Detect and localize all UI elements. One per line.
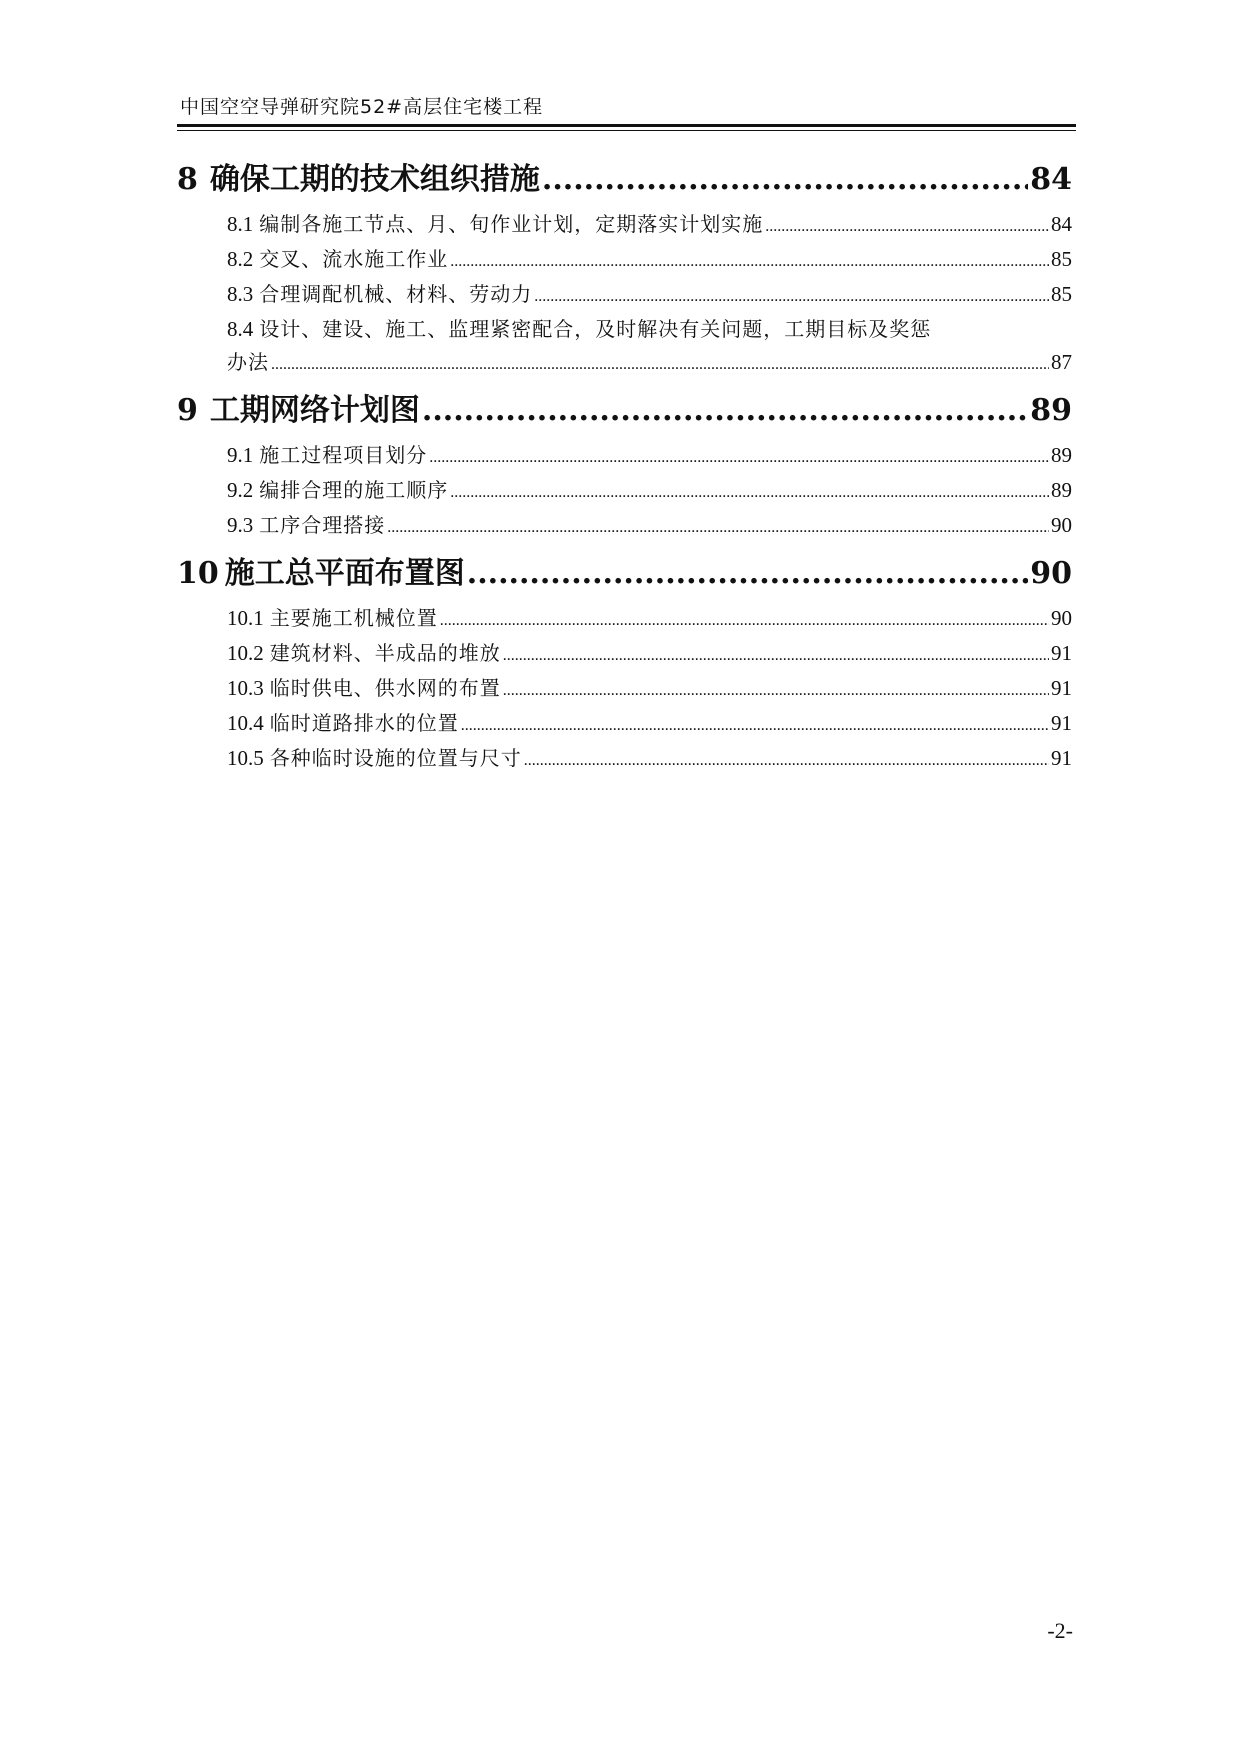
toc-page-number: 89: [1051, 443, 1072, 467]
toc-item-number: 8.3: [227, 282, 254, 306]
toc-page-number: 89: [1051, 478, 1072, 502]
running-header: 中国空空导弹研究院52#高层住宅楼工程: [180, 96, 544, 118]
toc-leader-dots: [422, 389, 1028, 433]
toc-section-number: 10: [177, 556, 219, 591]
toc-item-title: 设计、建设、施工、监理紧密配合，及时解决有关问题，工期目标及奖惩: [259, 317, 932, 341]
toc-item-number: 8.2: [227, 247, 254, 271]
toc-page-number: 89: [1030, 393, 1072, 428]
toc-item-8-2[interactable]: [177, 243, 1072, 278]
toc-item-10-4[interactable]: [177, 707, 1072, 742]
toc-item-10-1[interactable]: [177, 602, 1072, 637]
toc-item-title: 编排合理的施工顺序: [259, 478, 449, 502]
toc-section-number: 9: [177, 393, 198, 428]
toc-item-9-1[interactable]: [177, 439, 1072, 474]
toc-page-number: 90: [1051, 606, 1072, 630]
toc-leader-dots: [450, 476, 1049, 509]
toc-item-title: 临时供电、供水网的布置: [269, 676, 501, 700]
toc-leader-dots: [271, 348, 1049, 381]
toc-leader-dots: [503, 674, 1049, 707]
toc-page-number: 85: [1051, 247, 1072, 271]
toc-item-title-continued: 办法: [227, 350, 269, 374]
toc-page-number: 85: [1051, 282, 1072, 306]
toc-section-title: 工期网络计划图: [209, 393, 420, 428]
toc-item-number: 9.3: [227, 513, 254, 537]
toc-page-number: 84: [1030, 162, 1072, 197]
toc-item-title: 各种临时设施的位置与尺寸: [269, 746, 522, 770]
toc-section-8[interactable]: [177, 158, 1072, 202]
toc-item-8-4[interactable]: [177, 313, 1072, 381]
toc-item-number: 10.1: [227, 606, 264, 630]
toc-leader-dots: [503, 639, 1049, 672]
toc-section-9[interactable]: [177, 389, 1072, 433]
toc-item-number: 8.4: [227, 317, 254, 341]
toc-item-number: 10.3: [227, 676, 264, 700]
toc-item-number: 8.1: [227, 212, 254, 236]
toc-leader-dots: [440, 604, 1049, 637]
toc-item-10-5[interactable]: [177, 742, 1072, 777]
toc-item-title: 合理调配机械、材料、劳动力: [259, 282, 533, 306]
toc-section-10[interactable]: [177, 552, 1072, 596]
toc-item-number: 9.1: [227, 443, 254, 467]
toc-item-8-3[interactable]: [177, 278, 1072, 313]
toc-item-9-3[interactable]: [177, 509, 1072, 544]
toc-page-number: 91: [1051, 676, 1072, 700]
toc-leader-dots: [450, 245, 1049, 278]
toc-item-title: 建筑材料、半成品的堆放: [269, 641, 501, 665]
toc-leader-dots: [461, 709, 1049, 742]
toc-leader-dots: [542, 158, 1028, 202]
toc-page-number: 91: [1051, 711, 1072, 735]
toc-page-number: 87: [1051, 350, 1072, 374]
toc-item-10-2[interactable]: [177, 637, 1072, 672]
toc-item-title: 工序合理搭接: [259, 513, 386, 537]
toc-item-9-2[interactable]: [177, 474, 1072, 509]
toc-page-number: 84: [1051, 212, 1072, 236]
toc-page-number: 90: [1051, 513, 1072, 537]
toc-item-second-line: [227, 346, 1072, 381]
toc-leader-dots: [524, 744, 1049, 777]
table-of-contents: [177, 150, 1072, 777]
toc-section-number: 8: [177, 162, 198, 197]
toc-item-number: 10.4: [227, 711, 264, 735]
toc-page-number: 90: [1030, 556, 1072, 591]
toc-leader-dots: [467, 552, 1029, 596]
page-number-footer: -2-: [1047, 1618, 1073, 1643]
toc-page-number: 91: [1051, 746, 1072, 770]
toc-leader-dots: [534, 280, 1049, 313]
header-rule-thin: [177, 130, 1076, 131]
toc-item-title: 交叉、流水施工作业: [259, 247, 449, 271]
toc-section-title: 确保工期的技术组织措施: [209, 162, 540, 197]
toc-item-8-1[interactable]: [177, 208, 1072, 243]
toc-leader-dots: [429, 441, 1049, 474]
toc-item-number: 10.2: [227, 641, 264, 665]
toc-section-title: 施工总平面布置图: [224, 556, 465, 591]
toc-item-title: 临时道路排水的位置: [269, 711, 459, 735]
toc-item-title: 主要施工机械位置: [269, 606, 438, 630]
toc-page-number: 91: [1051, 641, 1072, 665]
toc-item-title: 编制各施工节点、月、旬作业计划，定期落实计划实施: [259, 212, 764, 236]
toc-leader-dots: [387, 511, 1049, 544]
toc-leader-dots: [765, 210, 1049, 243]
toc-item-number: 9.2: [227, 478, 254, 502]
toc-item-first-line: [227, 313, 1072, 346]
header-rule-thick: [177, 124, 1076, 127]
toc-item-title: 施工过程项目划分: [259, 443, 428, 467]
toc-item-number: 10.5: [227, 746, 264, 770]
toc-item-10-3[interactable]: [177, 672, 1072, 707]
